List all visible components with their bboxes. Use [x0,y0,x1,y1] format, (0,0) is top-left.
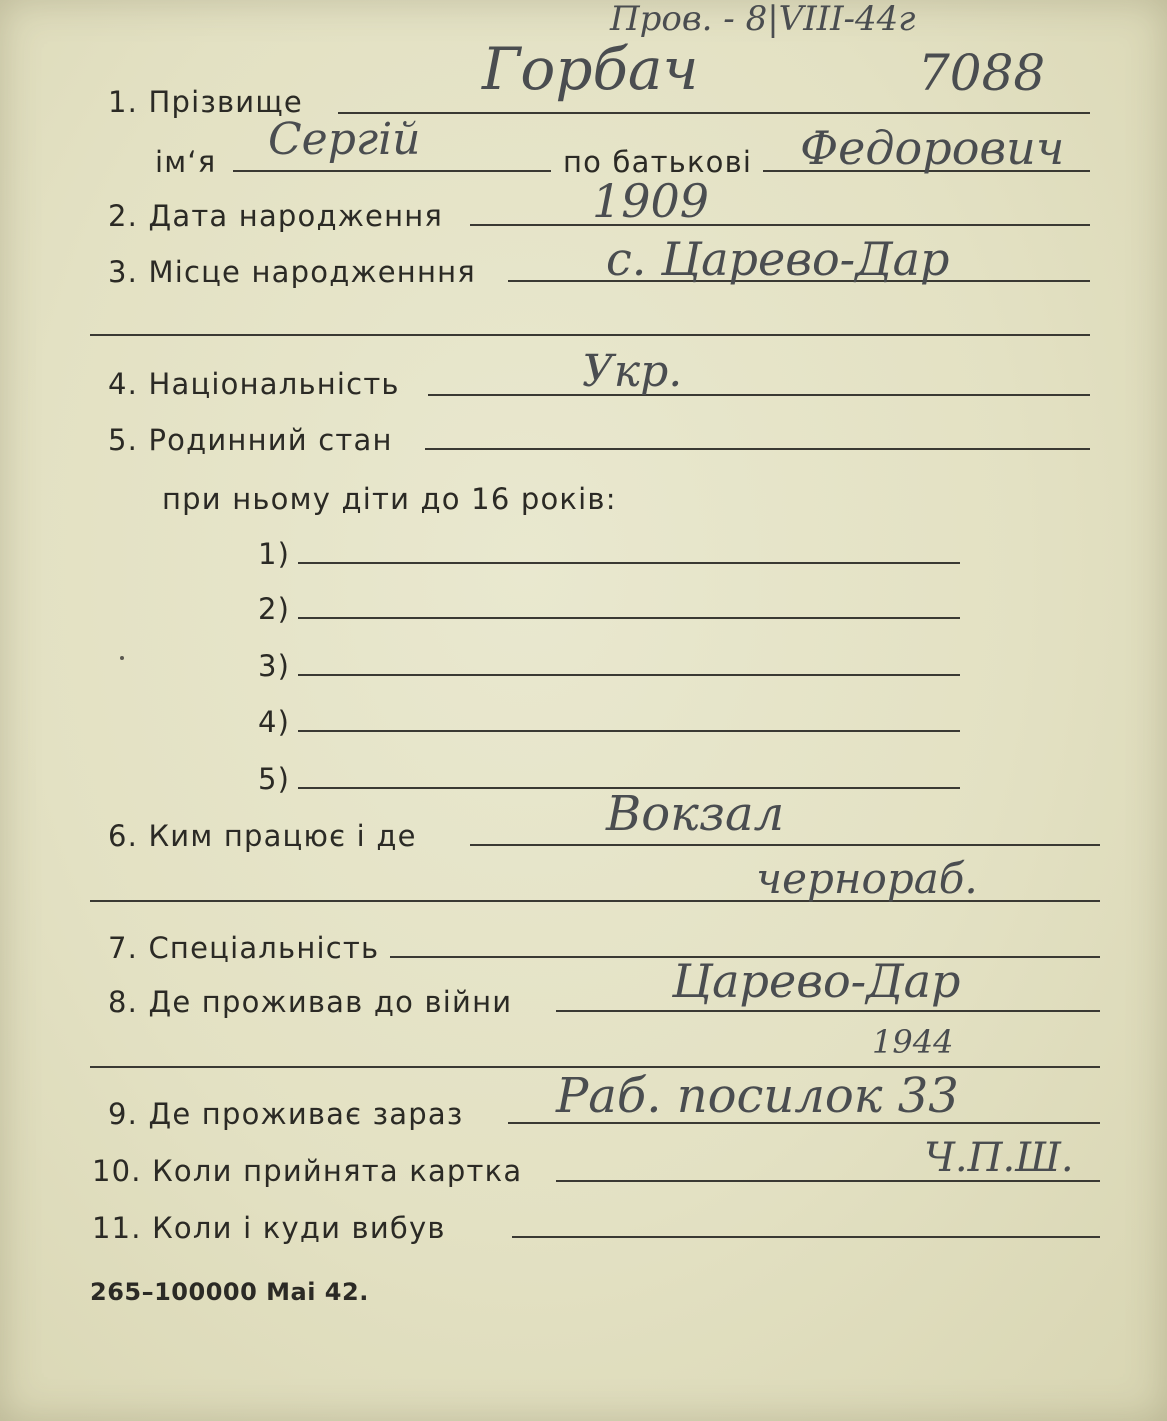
line-birth-place-cont [90,334,1090,336]
print-code: 265–100000 Mai 42. [90,1278,369,1306]
line-workplace [470,844,1100,846]
line-prewar-residence [556,1010,1100,1012]
child-number: 4) [258,705,291,739]
label-first-name: ім‘я [155,145,217,179]
label-prewar-residence: 8. Де проживав до війни [108,985,513,1019]
top-note: Пров. - 8|VIII-44г [610,0,916,39]
label-birth-date: 2. Дата народження [108,199,444,233]
child-number: 1) [258,537,291,571]
line-child [298,617,960,619]
label-marital-status: 5. Родинний стан [108,423,393,457]
child-number: 5) [258,762,291,796]
line-marital-status [425,448,1090,450]
line-departed [512,1236,1100,1238]
value-workplace: Вокзал [606,786,785,842]
label-surname: 1. Прізвище [108,85,303,119]
line-child [298,730,960,732]
value-prewar-residence: Царево-Дар [672,954,961,1008]
label-birth-place: 3. Місце народженння [108,255,476,289]
label-card-accepted: 10. Коли прийнята картка [92,1154,523,1188]
line-nationality [428,394,1090,396]
value-surname: Горбач [482,35,699,103]
label-children: при ньому діти до 16 років: [162,482,617,516]
label-patronymic: по батькові [563,145,753,179]
label-current-residence: 9. Де проживає зараз [108,1097,464,1131]
line-child [298,674,960,676]
label-departed: 11. Коли і куди вибув [92,1211,446,1245]
code-number: 7088 [918,44,1046,102]
label-specialty: 7. Спеціальність [108,931,380,965]
label-workplace: 6. Ким працює і де [108,819,417,853]
value-current-residence: Раб. посилок 33 [556,1068,959,1124]
line-surname [338,112,1090,114]
line-birth-date [470,224,1090,226]
label-nationality: 4. Національність [108,367,400,401]
child-number: 2) [258,592,291,626]
value-birth-date: 1909 [592,174,710,228]
ink-dot [120,656,124,660]
value-card-accepted: Ч.П.Ш. [924,1135,1074,1181]
child-number: 3) [258,649,291,683]
year-note: 1944 [872,1023,954,1061]
value-patronymic: Федорович [800,121,1065,175]
line-child [298,562,960,564]
line-first-name [233,170,551,172]
value-first-name: Сергій [268,114,421,165]
value-occupation: чернораб. [756,854,978,903]
value-birth-place: с. Царево-Дар [606,232,950,286]
value-nationality: Укр. [582,346,683,397]
